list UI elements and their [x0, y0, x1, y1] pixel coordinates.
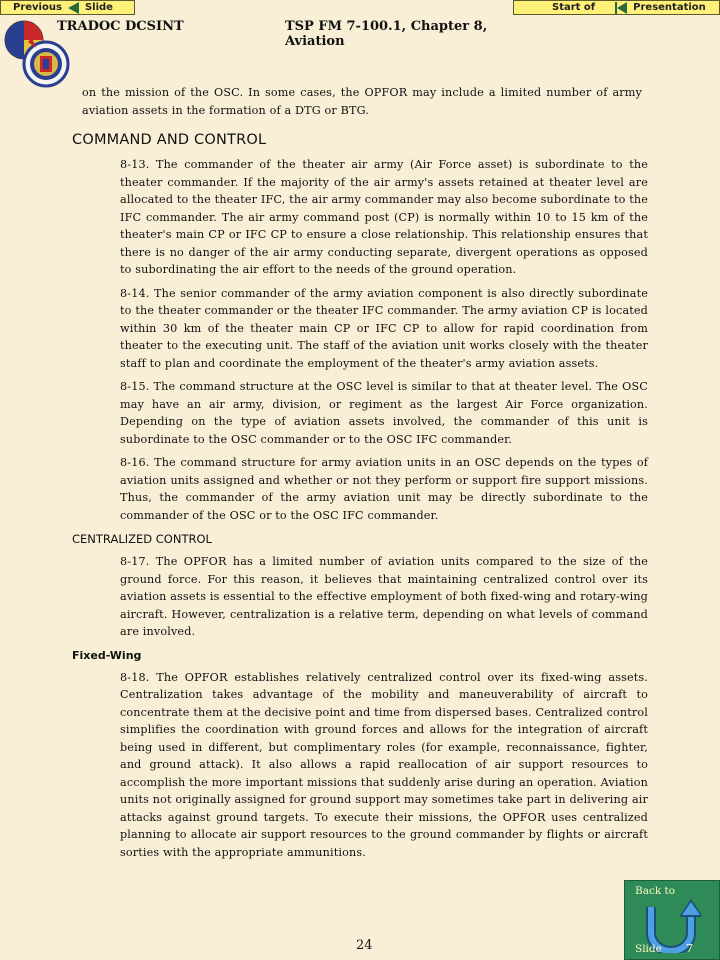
centralized-control-heading: CENTRALIZED CONTROL [72, 532, 212, 546]
presentation-label: Presentation [633, 2, 706, 13]
page-content [72, 84, 650, 867]
lead-paragraph: on the mission of the OSC. In some cases, the OPFOR may include a limited number of army aviation assets in the formation of a DTG or BTG. [82, 86, 642, 117]
fixed-wing-heading: Fixed-Wing [72, 648, 142, 662]
paragraph-8-15: 8-15. The command structure at the OSC level is similar to that at theater level. The OSC may have an air army, division, or regiment as the largest Air Force organization. Depending on the type of aviation assets involved, the commander of this unit is subordinate to the OSC commander or to the OSC IFC commander. [120, 380, 648, 446]
paragraph-8-17: 8-17. The OPFOR has a limited number of aviation units compared to the size of the ground force. For this reason, it believes that maintaining centralized control over its aviation assets is essential to the effective employment of both fixed-wing and rotary-wing aircraft. However, centralization is a relative term, depending on what levels of command are involved. [120, 555, 648, 638]
page-number: 24 [356, 938, 373, 953]
slide-number: 7 [686, 942, 693, 955]
rewind-arrow-icon [617, 2, 627, 14]
paragraph-8-13: 8-13. The commander of the theater air army (Air Force asset) is subordinate to the theater commander. If the majority of the air army's assets retained at theater level are allocated to the theater IFC, the air army commander may also become subordinate to the IFC commander. The air army command post (CP) is normally within 10 to 15 km of the theater's main CP or IFC CP to ensure a close relationship. This relationship ensures that there is no danger of the air army conducting separate, divergent operations as opposed to subordinating the air effort to the needs of the ground operation. [120, 158, 648, 276]
paragraph-8-14: 8-14. The senior commander of the army aviation component is also directly subordinate to the theater commander or the theater IFC commander. The army aviation CP is located within 30 km of the theater main CP or IFC CP to allow for rapid coordination from theater to the executing unit. The staff of the aviation unit works closely with the theater staff to plan and coordinate the employment of the theater's army aviation assets. [120, 286, 648, 370]
start-of-label: Start of [552, 2, 596, 13]
organization-name: TRADOC DCSINT [57, 19, 184, 34]
left-arrow-icon [68, 2, 79, 14]
back-to-label: Back to [635, 885, 676, 897]
paragraph-8-16: 8-16. The command structure for army aviation units in an OSC depends on the types of aviation units assigned and whether or not they perform or support fire support missions. Thus, the commander of the army aviation unit may be directly subordinate to the commander of the OSC or to the OSC IFC commander. [120, 456, 648, 522]
previous-slide-button[interactable] [0, 0, 135, 15]
back-to-slide-button[interactable] [624, 880, 720, 960]
previous-label: Previous [13, 2, 62, 13]
slide-label: Slide [84, 2, 113, 13]
slide-label: Slide [635, 943, 662, 955]
document-title: TSP FM 7-100.1, Chapter 8, Aviation [285, 19, 488, 49]
paragraph-8-18: 8-18. The OPFOR establishes relatively centralized control over its fixed-wing assets. Centralization takes advantage of the mobility and maneuverability of aircraft to concentrate them at the decisive point and time from dispersed bases. Centralized control simplifies the coordination with ground forces and allows for the integration of aircraft being used in different, but complimentary roles (for example, reconnaissance, fighter, and ground attack). It also allows a rapid reallocation of air support resources to accomplish the more important missions that suddenly arise during an operation. Aviation units not originally assigned for ground support may sometimes take part in delivering air attacks against ground targets. To execute their missions, the OPFOR uses centralized planning to allocate air support resources to the ground commander by flights or aircraft sorties with the appropriate ammunitions. [120, 670, 648, 859]
command-and-control-heading: COMMAND AND CONTROL [72, 132, 267, 148]
start-of-presentation-button[interactable] [513, 0, 720, 15]
